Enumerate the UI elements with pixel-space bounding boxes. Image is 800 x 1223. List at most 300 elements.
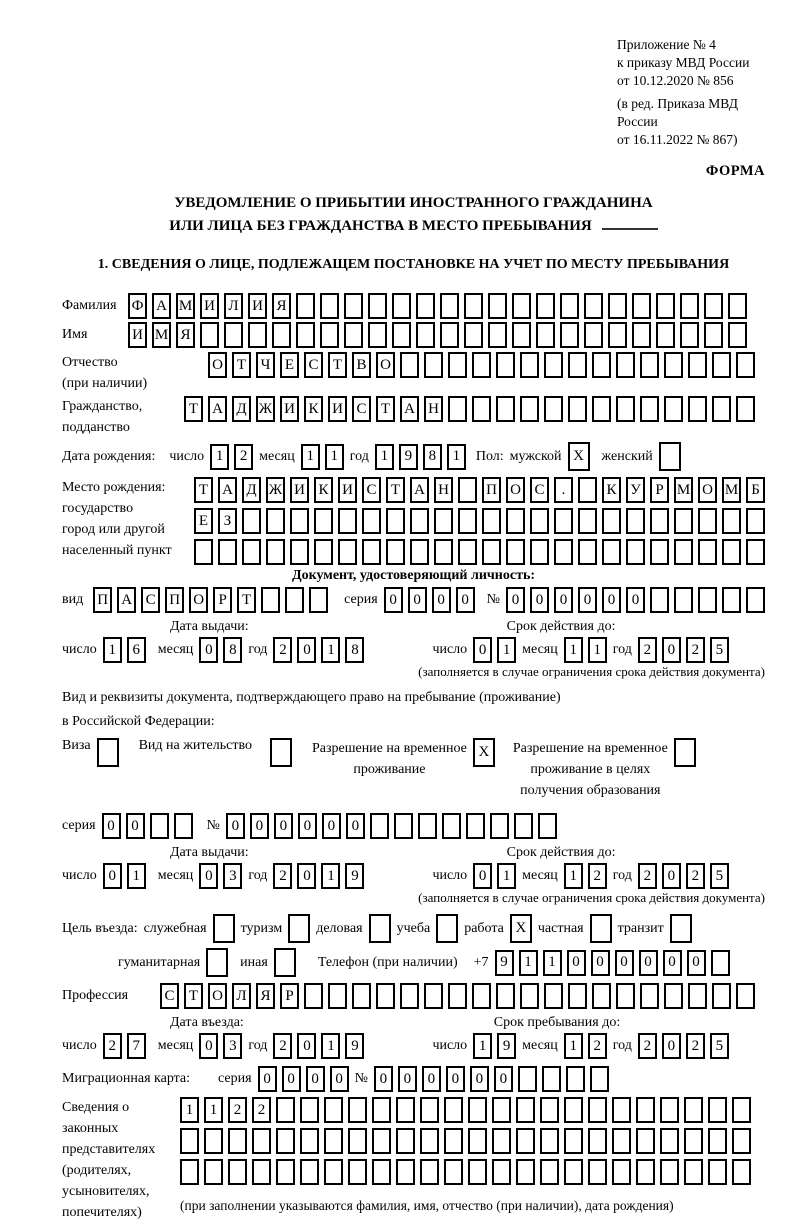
form-cell[interactable] bbox=[592, 352, 611, 378]
form-cell[interactable] bbox=[566, 1066, 585, 1092]
form-cell[interactable]: 2 bbox=[228, 1097, 247, 1123]
form-cell[interactable]: 0 bbox=[298, 813, 317, 839]
form-cell[interactable] bbox=[650, 539, 669, 565]
form-cell[interactable] bbox=[300, 1159, 319, 1185]
form-cell[interactable]: 1 bbox=[564, 637, 583, 663]
form-cell[interactable] bbox=[664, 352, 683, 378]
form-cell[interactable]: Е bbox=[280, 352, 299, 378]
form-cell[interactable]: И bbox=[128, 322, 147, 348]
form-cell[interactable]: Н bbox=[434, 477, 453, 503]
form-cell[interactable] bbox=[472, 352, 491, 378]
form-cell[interactable]: 0 bbox=[687, 950, 706, 976]
form-cell[interactable]: 0 bbox=[554, 587, 573, 613]
form-cell[interactable] bbox=[516, 1159, 535, 1185]
form-cell[interactable] bbox=[418, 813, 437, 839]
form-cell[interactable] bbox=[732, 1097, 751, 1123]
form-cell[interactable] bbox=[362, 539, 381, 565]
form-cell[interactable]: Ж bbox=[256, 396, 275, 422]
form-cell[interactable]: Д bbox=[232, 396, 251, 422]
form-cell[interactable]: И bbox=[338, 477, 357, 503]
form-cell[interactable] bbox=[538, 813, 557, 839]
form-cell[interactable] bbox=[285, 587, 304, 613]
form-cell[interactable] bbox=[276, 1159, 295, 1185]
form-cell[interactable] bbox=[746, 587, 765, 613]
form-cell[interactable] bbox=[376, 983, 395, 1009]
form-cell[interactable] bbox=[650, 587, 669, 613]
form-cell[interactable]: 0 bbox=[494, 1066, 513, 1092]
form-cell[interactable] bbox=[698, 539, 717, 565]
form-cell[interactable] bbox=[540, 1128, 559, 1154]
form-cell[interactable] bbox=[472, 396, 491, 422]
form-cell[interactable] bbox=[680, 293, 699, 319]
form-cell[interactable] bbox=[420, 1097, 439, 1123]
form-cell[interactable] bbox=[368, 322, 387, 348]
form-cell[interactable]: Т bbox=[184, 396, 203, 422]
form-cell[interactable] bbox=[320, 293, 339, 319]
form-cell[interactable] bbox=[602, 539, 621, 565]
form-cell[interactable]: О bbox=[208, 352, 227, 378]
form-cell[interactable] bbox=[520, 396, 539, 422]
form-cell[interactable] bbox=[722, 508, 741, 534]
form-cell[interactable]: 9 bbox=[345, 863, 364, 889]
form-cell[interactable]: 1 bbox=[375, 444, 394, 470]
form-cell[interactable] bbox=[370, 813, 389, 839]
form-cell[interactable]: К bbox=[602, 477, 621, 503]
form-cell[interactable] bbox=[338, 539, 357, 565]
form-cell[interactable] bbox=[640, 983, 659, 1009]
form-cell[interactable]: X bbox=[568, 442, 590, 471]
form-cell[interactable]: 0 bbox=[274, 813, 293, 839]
form-cell[interactable]: А bbox=[410, 477, 429, 503]
form-cell[interactable]: П bbox=[93, 587, 112, 613]
form-cell[interactable] bbox=[300, 1097, 319, 1123]
form-cell[interactable] bbox=[640, 396, 659, 422]
form-cell[interactable] bbox=[656, 293, 675, 319]
form-cell[interactable] bbox=[708, 1159, 727, 1185]
form-cell[interactable] bbox=[410, 539, 429, 565]
form-cell[interactable]: 5 bbox=[710, 863, 729, 889]
form-cell[interactable] bbox=[590, 1066, 609, 1092]
form-cell[interactable]: 5 bbox=[710, 637, 729, 663]
form-cell[interactable] bbox=[554, 508, 573, 534]
form-cell[interactable] bbox=[420, 1159, 439, 1185]
form-cell[interactable]: Ж bbox=[266, 477, 285, 503]
form-cell[interactable] bbox=[488, 322, 507, 348]
form-cell[interactable]: 2 bbox=[686, 637, 705, 663]
form-cell[interactable]: X bbox=[510, 914, 532, 943]
form-cell[interactable]: И bbox=[280, 396, 299, 422]
form-cell[interactable]: Т bbox=[184, 983, 203, 1009]
form-cell[interactable]: 0 bbox=[250, 813, 269, 839]
form-cell[interactable]: О bbox=[698, 477, 717, 503]
form-cell[interactable] bbox=[410, 508, 429, 534]
form-cell[interactable] bbox=[372, 1097, 391, 1123]
form-cell[interactable]: С bbox=[362, 477, 381, 503]
form-cell[interactable] bbox=[314, 508, 333, 534]
form-cell[interactable]: 6 bbox=[127, 637, 146, 663]
form-cell[interactable] bbox=[444, 1159, 463, 1185]
form-cell[interactable] bbox=[512, 322, 531, 348]
form-cell[interactable]: 0 bbox=[306, 1066, 325, 1092]
form-cell[interactable]: 0 bbox=[258, 1066, 277, 1092]
form-cell[interactable]: С bbox=[160, 983, 179, 1009]
form-cell[interactable] bbox=[464, 322, 483, 348]
form-cell[interactable] bbox=[560, 322, 579, 348]
form-cell[interactable]: 2 bbox=[273, 863, 292, 889]
form-cell[interactable] bbox=[296, 322, 315, 348]
form-cell[interactable]: 0 bbox=[374, 1066, 393, 1092]
form-cell[interactable] bbox=[218, 539, 237, 565]
form-cell[interactable] bbox=[514, 813, 533, 839]
form-cell[interactable] bbox=[368, 293, 387, 319]
form-cell[interactable] bbox=[688, 352, 707, 378]
form-cell[interactable] bbox=[540, 1159, 559, 1185]
form-cell[interactable] bbox=[174, 813, 193, 839]
form-cell[interactable]: 1 bbox=[204, 1097, 223, 1123]
form-cell[interactable] bbox=[468, 1097, 487, 1123]
form-cell[interactable] bbox=[674, 539, 693, 565]
form-cell[interactable] bbox=[324, 1159, 343, 1185]
form-cell[interactable]: 1 bbox=[321, 637, 340, 663]
form-cell[interactable] bbox=[492, 1128, 511, 1154]
form-cell[interactable] bbox=[684, 1159, 703, 1185]
form-cell[interactable]: 8 bbox=[223, 637, 242, 663]
form-cell[interactable] bbox=[608, 293, 627, 319]
form-cell[interactable] bbox=[180, 1159, 199, 1185]
form-cell[interactable] bbox=[458, 539, 477, 565]
form-cell[interactable] bbox=[266, 508, 285, 534]
form-cell[interactable]: 0 bbox=[126, 813, 145, 839]
form-cell[interactable] bbox=[396, 1097, 415, 1123]
form-cell[interactable]: 2 bbox=[638, 637, 657, 663]
form-cell[interactable] bbox=[660, 1097, 679, 1123]
form-cell[interactable] bbox=[492, 1159, 511, 1185]
form-cell[interactable] bbox=[416, 293, 435, 319]
form-cell[interactable]: Т bbox=[376, 396, 395, 422]
form-cell[interactable] bbox=[560, 293, 579, 319]
form-cell[interactable] bbox=[448, 396, 467, 422]
form-cell[interactable]: 0 bbox=[103, 863, 122, 889]
form-cell[interactable]: 1 bbox=[321, 863, 340, 889]
form-cell[interactable] bbox=[492, 1097, 511, 1123]
form-cell[interactable] bbox=[664, 396, 683, 422]
form-cell[interactable]: И bbox=[200, 293, 219, 319]
form-cell[interactable] bbox=[516, 1128, 535, 1154]
form-cell[interactable] bbox=[440, 322, 459, 348]
form-cell[interactable] bbox=[584, 293, 603, 319]
form-cell[interactable] bbox=[290, 539, 309, 565]
form-cell[interactable] bbox=[660, 1159, 679, 1185]
form-cell[interactable]: X bbox=[473, 738, 495, 767]
form-cell[interactable] bbox=[712, 396, 731, 422]
form-cell[interactable]: К bbox=[304, 396, 323, 422]
form-cell[interactable]: К bbox=[314, 477, 333, 503]
form-cell[interactable]: Ф bbox=[128, 293, 147, 319]
form-cell[interactable]: Т bbox=[194, 477, 213, 503]
form-cell[interactable]: Т bbox=[386, 477, 405, 503]
form-cell[interactable]: 1 bbox=[497, 637, 516, 663]
form-cell[interactable] bbox=[442, 813, 461, 839]
form-cell[interactable]: Я bbox=[272, 293, 291, 319]
form-cell[interactable] bbox=[272, 322, 291, 348]
form-cell[interactable] bbox=[266, 539, 285, 565]
form-cell[interactable]: 0 bbox=[384, 587, 403, 613]
form-cell[interactable] bbox=[324, 1097, 343, 1123]
form-cell[interactable] bbox=[274, 948, 296, 977]
form-cell[interactable] bbox=[616, 983, 635, 1009]
form-cell[interactable] bbox=[490, 813, 509, 839]
form-cell[interactable] bbox=[400, 352, 419, 378]
form-cell[interactable] bbox=[468, 1128, 487, 1154]
form-cell[interactable] bbox=[314, 539, 333, 565]
form-cell[interactable]: 2 bbox=[252, 1097, 271, 1123]
form-cell[interactable] bbox=[659, 442, 681, 471]
form-cell[interactable] bbox=[578, 508, 597, 534]
form-cell[interactable]: 0 bbox=[530, 587, 549, 613]
form-cell[interactable]: 9 bbox=[399, 444, 418, 470]
form-cell[interactable] bbox=[632, 322, 651, 348]
form-cell[interactable] bbox=[400, 983, 419, 1009]
form-cell[interactable] bbox=[348, 1097, 367, 1123]
form-cell[interactable]: П bbox=[165, 587, 184, 613]
form-cell[interactable] bbox=[564, 1159, 583, 1185]
form-cell[interactable] bbox=[448, 983, 467, 1009]
form-cell[interactable]: 5 bbox=[710, 1033, 729, 1059]
form-cell[interactable] bbox=[636, 1097, 655, 1123]
form-cell[interactable]: 1 bbox=[447, 444, 466, 470]
form-cell[interactable] bbox=[300, 1128, 319, 1154]
form-cell[interactable]: 2 bbox=[686, 863, 705, 889]
form-cell[interactable] bbox=[688, 396, 707, 422]
form-cell[interactable]: И bbox=[328, 396, 347, 422]
form-cell[interactable] bbox=[564, 1097, 583, 1123]
form-cell[interactable]: 0 bbox=[432, 587, 451, 613]
form-cell[interactable] bbox=[242, 508, 261, 534]
form-cell[interactable] bbox=[708, 1128, 727, 1154]
form-cell[interactable]: О bbox=[376, 352, 395, 378]
form-cell[interactable] bbox=[626, 539, 645, 565]
form-cell[interactable] bbox=[711, 950, 730, 976]
form-cell[interactable]: 3 bbox=[223, 863, 242, 889]
form-cell[interactable] bbox=[324, 1128, 343, 1154]
form-cell[interactable]: Е bbox=[194, 508, 213, 534]
form-cell[interactable] bbox=[656, 322, 675, 348]
form-cell[interactable] bbox=[338, 508, 357, 534]
form-cell[interactable] bbox=[736, 352, 755, 378]
form-cell[interactable]: 1 bbox=[519, 950, 538, 976]
form-cell[interactable] bbox=[578, 539, 597, 565]
form-cell[interactable] bbox=[612, 1128, 631, 1154]
form-cell[interactable] bbox=[602, 508, 621, 534]
form-cell[interactable] bbox=[276, 1128, 295, 1154]
form-cell[interactable]: 0 bbox=[408, 587, 427, 613]
form-cell[interactable] bbox=[309, 587, 328, 613]
form-cell[interactable]: Т bbox=[237, 587, 256, 613]
form-cell[interactable]: 0 bbox=[199, 863, 218, 889]
form-cell[interactable] bbox=[578, 477, 597, 503]
form-cell[interactable]: 3 bbox=[223, 1033, 242, 1059]
form-cell[interactable]: 0 bbox=[102, 813, 121, 839]
form-cell[interactable] bbox=[150, 813, 169, 839]
form-cell[interactable]: С bbox=[304, 352, 323, 378]
form-cell[interactable] bbox=[396, 1128, 415, 1154]
form-cell[interactable] bbox=[670, 914, 692, 943]
form-cell[interactable]: 2 bbox=[588, 1033, 607, 1059]
form-cell[interactable] bbox=[328, 983, 347, 1009]
form-cell[interactable]: 0 bbox=[662, 637, 681, 663]
form-cell[interactable] bbox=[584, 322, 603, 348]
form-cell[interactable] bbox=[698, 587, 717, 613]
form-cell[interactable] bbox=[684, 1097, 703, 1123]
form-cell[interactable]: 0 bbox=[297, 637, 316, 663]
form-cell[interactable] bbox=[444, 1128, 463, 1154]
form-cell[interactable] bbox=[616, 352, 635, 378]
form-cell[interactable] bbox=[436, 914, 458, 943]
form-cell[interactable]: У bbox=[626, 477, 645, 503]
form-cell[interactable]: 8 bbox=[423, 444, 442, 470]
form-cell[interactable]: 0 bbox=[473, 863, 492, 889]
form-cell[interactable]: 0 bbox=[626, 587, 645, 613]
form-cell[interactable]: 2 bbox=[588, 863, 607, 889]
form-cell[interactable] bbox=[732, 1159, 751, 1185]
form-cell[interactable] bbox=[224, 322, 243, 348]
form-cell[interactable]: 0 bbox=[199, 637, 218, 663]
form-cell[interactable] bbox=[736, 396, 755, 422]
form-cell[interactable]: Л bbox=[232, 983, 251, 1009]
form-cell[interactable]: Т bbox=[232, 352, 251, 378]
form-cell[interactable]: 7 bbox=[127, 1033, 146, 1059]
form-cell[interactable]: 9 bbox=[495, 950, 514, 976]
form-cell[interactable] bbox=[520, 352, 539, 378]
form-cell[interactable] bbox=[626, 508, 645, 534]
form-cell[interactable]: 1 bbox=[180, 1097, 199, 1123]
form-cell[interactable]: 0 bbox=[422, 1066, 441, 1092]
form-cell[interactable]: 2 bbox=[103, 1033, 122, 1059]
form-cell[interactable]: 0 bbox=[615, 950, 634, 976]
form-cell[interactable]: 0 bbox=[470, 1066, 489, 1092]
form-cell[interactable]: 1 bbox=[564, 863, 583, 889]
form-cell[interactable] bbox=[290, 508, 309, 534]
form-cell[interactable] bbox=[746, 539, 765, 565]
form-cell[interactable]: 1 bbox=[103, 637, 122, 663]
form-cell[interactable] bbox=[352, 983, 371, 1009]
form-cell[interactable]: 1 bbox=[473, 1033, 492, 1059]
form-cell[interactable] bbox=[200, 322, 219, 348]
form-cell[interactable] bbox=[424, 983, 443, 1009]
form-cell[interactable]: 2 bbox=[273, 637, 292, 663]
form-cell[interactable]: 0 bbox=[330, 1066, 349, 1092]
form-cell[interactable] bbox=[542, 1066, 561, 1092]
form-cell[interactable]: Р bbox=[650, 477, 669, 503]
form-cell[interactable] bbox=[674, 587, 693, 613]
form-cell[interactable]: И bbox=[248, 293, 267, 319]
form-cell[interactable] bbox=[348, 1159, 367, 1185]
form-cell[interactable]: 0 bbox=[446, 1066, 465, 1092]
form-cell[interactable]: 0 bbox=[639, 950, 658, 976]
form-cell[interactable] bbox=[674, 508, 693, 534]
form-cell[interactable] bbox=[296, 293, 315, 319]
form-cell[interactable] bbox=[252, 1159, 271, 1185]
form-cell[interactable]: 0 bbox=[662, 863, 681, 889]
form-cell[interactable] bbox=[270, 738, 292, 767]
form-cell[interactable]: 2 bbox=[234, 444, 253, 470]
form-cell[interactable]: 9 bbox=[345, 1033, 364, 1059]
form-cell[interactable] bbox=[664, 983, 683, 1009]
form-cell[interactable] bbox=[440, 293, 459, 319]
form-cell[interactable] bbox=[704, 322, 723, 348]
form-cell[interactable] bbox=[728, 322, 747, 348]
form-cell[interactable]: 1 bbox=[210, 444, 229, 470]
form-cell[interactable] bbox=[372, 1128, 391, 1154]
form-cell[interactable] bbox=[746, 508, 765, 534]
form-cell[interactable]: 1 bbox=[127, 863, 146, 889]
form-cell[interactable] bbox=[194, 539, 213, 565]
form-cell[interactable]: 0 bbox=[473, 637, 492, 663]
form-cell[interactable]: 0 bbox=[506, 587, 525, 613]
form-cell[interactable]: И bbox=[290, 477, 309, 503]
form-cell[interactable] bbox=[488, 293, 507, 319]
form-cell[interactable] bbox=[588, 1159, 607, 1185]
form-cell[interactable] bbox=[276, 1097, 295, 1123]
form-cell[interactable]: С bbox=[141, 587, 160, 613]
form-cell[interactable] bbox=[518, 1066, 537, 1092]
form-cell[interactable] bbox=[516, 1097, 535, 1123]
form-cell[interactable] bbox=[588, 1097, 607, 1123]
form-cell[interactable]: 2 bbox=[638, 863, 657, 889]
form-cell[interactable] bbox=[304, 983, 323, 1009]
form-cell[interactable] bbox=[420, 1128, 439, 1154]
form-cell[interactable]: 2 bbox=[686, 1033, 705, 1059]
form-cell[interactable] bbox=[650, 508, 669, 534]
form-cell[interactable] bbox=[592, 983, 611, 1009]
form-cell[interactable]: 0 bbox=[322, 813, 341, 839]
form-cell[interactable]: 1 bbox=[301, 444, 320, 470]
form-cell[interactable] bbox=[568, 396, 587, 422]
form-cell[interactable]: М bbox=[176, 293, 195, 319]
form-cell[interactable] bbox=[536, 322, 555, 348]
form-cell[interactable] bbox=[392, 293, 411, 319]
form-cell[interactable]: 0 bbox=[346, 813, 365, 839]
form-cell[interactable]: А bbox=[208, 396, 227, 422]
form-cell[interactable] bbox=[228, 1159, 247, 1185]
form-cell[interactable] bbox=[592, 396, 611, 422]
form-cell[interactable] bbox=[506, 508, 525, 534]
form-cell[interactable] bbox=[204, 1128, 223, 1154]
form-cell[interactable]: А bbox=[152, 293, 171, 319]
form-cell[interactable] bbox=[608, 322, 627, 348]
form-cell[interactable] bbox=[444, 1097, 463, 1123]
form-cell[interactable] bbox=[512, 293, 531, 319]
form-cell[interactable]: А bbox=[400, 396, 419, 422]
form-cell[interactable] bbox=[496, 396, 515, 422]
form-cell[interactable] bbox=[728, 293, 747, 319]
form-cell[interactable]: З bbox=[218, 508, 237, 534]
form-cell[interactable] bbox=[369, 914, 391, 943]
form-cell[interactable]: 9 bbox=[497, 1033, 516, 1059]
form-cell[interactable]: М bbox=[722, 477, 741, 503]
form-cell[interactable] bbox=[536, 293, 555, 319]
form-cell[interactable] bbox=[612, 1159, 631, 1185]
form-cell[interactable]: Я bbox=[176, 322, 195, 348]
form-cell[interactable]: 1 bbox=[325, 444, 344, 470]
form-cell[interactable] bbox=[424, 352, 443, 378]
form-cell[interactable] bbox=[544, 396, 563, 422]
form-cell[interactable] bbox=[448, 352, 467, 378]
form-cell[interactable] bbox=[261, 587, 280, 613]
form-cell[interactable] bbox=[564, 1128, 583, 1154]
form-cell[interactable] bbox=[344, 293, 363, 319]
form-cell[interactable] bbox=[416, 322, 435, 348]
